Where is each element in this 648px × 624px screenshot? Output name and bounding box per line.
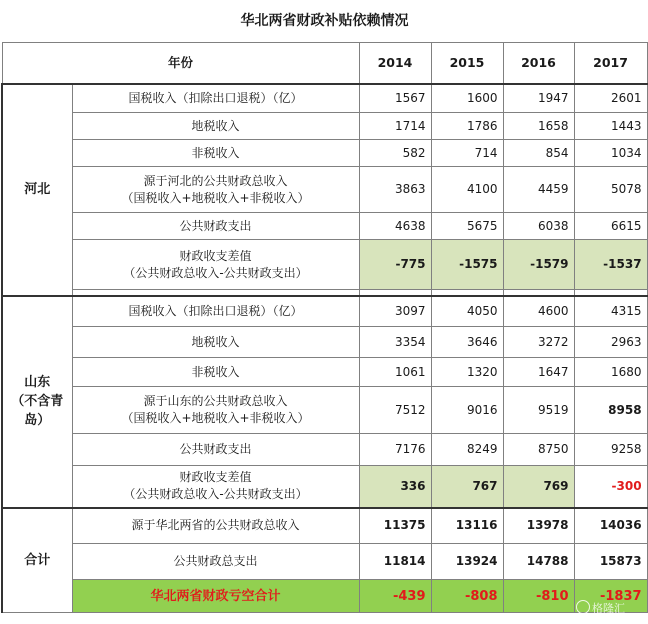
row-label: 国税收入（扣除出口退税）（亿） <box>72 84 359 113</box>
table-cell: 6038 <box>503 213 574 240</box>
year-header-label: 年份 <box>2 43 359 84</box>
row-label <box>72 466 359 508</box>
row-label-line: 财政收支差值 <box>179 470 252 485</box>
table-cell: 9016 <box>431 387 503 434</box>
watermark-text: 格隆汇 <box>592 602 625 615</box>
row-label-line: 源于山东的公共财政总收入 <box>143 394 288 408</box>
balance-cell: 767 <box>431 466 503 508</box>
table-cell: 1647 <box>503 358 574 387</box>
table-cell: 1034 <box>574 140 647 167</box>
province-name-line: 岛） <box>24 413 51 428</box>
province-shandong <box>2 296 72 508</box>
table-cell: 8958 <box>574 387 647 434</box>
fiscal-table <box>1 0 648 613</box>
year-header: 2015 <box>431 43 503 84</box>
table-cell: 3863 <box>359 167 431 213</box>
row-label-line: （国税收入+地税收入+非税收入） <box>121 411 310 425</box>
deficit-cell: -810 <box>503 580 574 613</box>
table-cell: 7176 <box>359 434 431 466</box>
table-cell: 4100 <box>431 167 503 213</box>
row-label: 非税收入 <box>72 358 359 387</box>
deficit-cell: -808 <box>431 580 503 613</box>
table-cell: 1061 <box>359 358 431 387</box>
table-cell: 6615 <box>574 213 647 240</box>
row-label: 公共财政总支出 <box>72 544 359 580</box>
deficit-cell: -439 <box>359 580 431 613</box>
table-cell: 1658 <box>503 113 574 140</box>
table-cell: 4050 <box>431 296 503 327</box>
table-cell: 5078 <box>574 167 647 213</box>
row-label-line: （公共财政总收入-公共财政支出） <box>123 487 308 502</box>
balance-cell: -1575 <box>431 240 503 290</box>
row-label: 地税收入 <box>72 113 359 140</box>
table-cell: 4459 <box>503 167 574 213</box>
table-cell: 1947 <box>503 84 574 113</box>
row-label <box>72 167 359 213</box>
table-cell: 2601 <box>574 84 647 113</box>
total-label: 合计 <box>2 508 72 613</box>
deficit-total-label: 华北两省财政亏空合计 <box>72 580 359 613</box>
table-title: 华北两省财政补贴依赖情况 <box>2 1 647 43</box>
table-cell: 11375 <box>359 508 431 544</box>
balance-cell: -1579 <box>503 240 574 290</box>
row-label-line: （公共财政总收入-公共财政支出） <box>123 265 308 280</box>
balance-cell: -300 <box>574 466 647 508</box>
row-label: 源于华北两省的公共财政总收入 <box>72 508 359 544</box>
province-hebei: 河北 <box>2 84 72 296</box>
table-cell: 582 <box>359 140 431 167</box>
table-cell: 3354 <box>359 327 431 358</box>
table-cell: 1680 <box>574 358 647 387</box>
table-cell: 13116 <box>431 508 503 544</box>
row-label: 公共财政支出 <box>72 213 359 240</box>
table-cell: 8249 <box>431 434 503 466</box>
table-cell: 13978 <box>503 508 574 544</box>
balance-cell: 769 <box>503 466 574 508</box>
table-cell: 2963 <box>574 327 647 358</box>
year-header: 2016 <box>503 43 574 84</box>
table-cell: 1567 <box>359 84 431 113</box>
province-name-line: （不含青 <box>11 394 64 409</box>
table-cell: 1600 <box>431 84 503 113</box>
table-cell: 14788 <box>503 544 574 580</box>
table-cell: 854 <box>503 140 574 167</box>
row-label <box>72 240 359 290</box>
table-cell: 9258 <box>574 434 647 466</box>
table-cell: 7512 <box>359 387 431 434</box>
row-label: 非税收入 <box>72 140 359 167</box>
row-label-line: （国税收入+地税收入+非税收入） <box>121 190 310 205</box>
table-cell: 4638 <box>359 213 431 240</box>
row-label <box>72 387 359 434</box>
watermark-logo-icon <box>576 600 590 614</box>
table-cell: 3646 <box>431 327 503 358</box>
table-cell: 14036 <box>574 508 647 544</box>
table-cell: 13924 <box>431 544 503 580</box>
year-header: 2014 <box>359 43 431 84</box>
table-cell: 1786 <box>431 113 503 140</box>
table-cell: 9519 <box>503 387 574 434</box>
deficit-cell: -1837 <box>574 580 647 613</box>
table-cell: 4600 <box>503 296 574 327</box>
year-header: 2017 <box>574 43 647 84</box>
row-label: 地税收入 <box>72 327 359 358</box>
province-name-line: 山东 <box>24 375 51 390</box>
balance-cell: 336 <box>359 466 431 508</box>
table-cell: 3272 <box>503 327 574 358</box>
table-cell: 15873 <box>574 544 647 580</box>
row-label-line: 源于河北的公共财政总收入 <box>143 173 288 188</box>
table-cell: 714 <box>431 140 503 167</box>
balance-cell: -1537 <box>574 240 647 290</box>
row-label: 公共财政支出 <box>72 434 359 466</box>
row-label-line: 财政收支差值 <box>179 248 252 263</box>
table-cell: 5675 <box>431 213 503 240</box>
watermark <box>576 600 625 616</box>
table-cell: 4315 <box>574 296 647 327</box>
table-cell: 3097 <box>359 296 431 327</box>
table-cell: 8750 <box>503 434 574 466</box>
table-cell: 1443 <box>574 113 647 140</box>
balance-cell: -775 <box>359 240 431 290</box>
row-label: 国税收入（扣除出口退税）（亿） <box>72 296 359 327</box>
table-cell: 1320 <box>431 358 503 387</box>
table-cell: 1714 <box>359 113 431 140</box>
table-cell: 11814 <box>359 544 431 580</box>
